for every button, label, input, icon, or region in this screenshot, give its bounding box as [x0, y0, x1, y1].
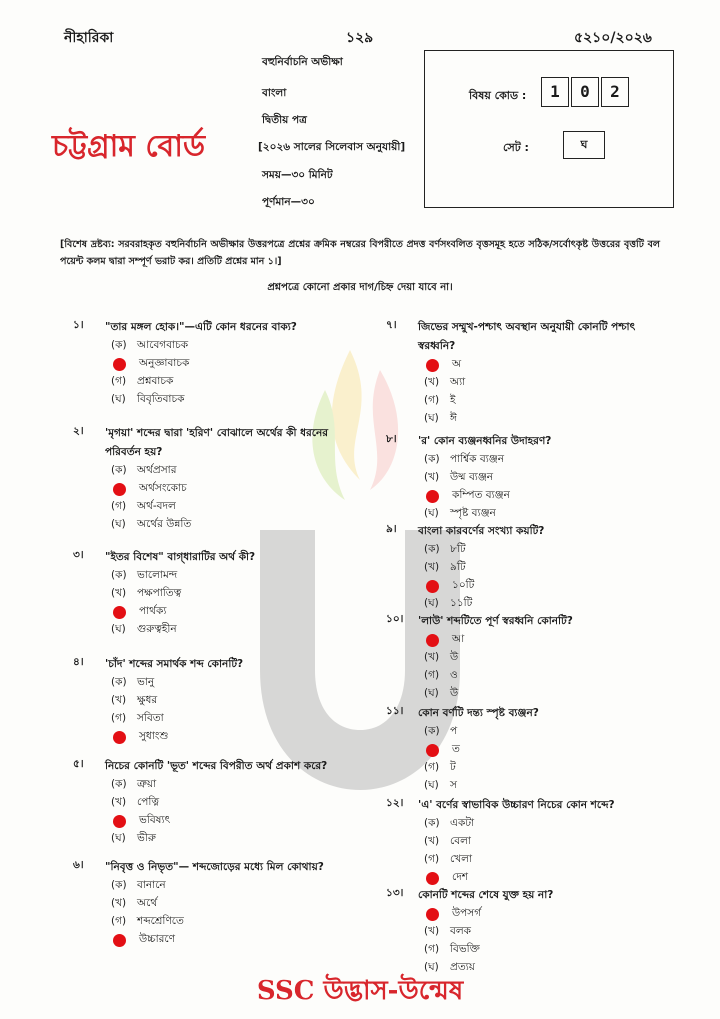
option-marker: (গ): [111, 499, 127, 512]
option-text: বেলা: [450, 834, 471, 847]
option-text: স্পৃষ্ট ব্যঞ্জন: [450, 506, 496, 519]
option-text: ট: [450, 760, 456, 773]
option-text: ভালোমন্দ: [137, 568, 178, 581]
filled-answer-dot-icon: [113, 934, 126, 947]
exam-syllabus: [২০২৬ সালের সিলেবাস অনুযায়ী]: [258, 141, 406, 153]
answer-option: [424, 851, 668, 869]
option-marker: (ঘ): [111, 831, 126, 844]
option-text: সবিতা: [137, 711, 164, 724]
answer-option: [424, 595, 668, 613]
option-marker: (খ): [424, 834, 440, 847]
question-text: "তার মঙ্গল হোক।"—এটি কোন ধরনের বাক্য?: [105, 321, 297, 333]
question-10: [386, 612, 668, 703]
option-text: অর্থপ্রসার: [137, 463, 177, 476]
option-marker: (গ): [111, 914, 127, 927]
option-marker: (ঘ): [424, 960, 439, 973]
option-text: ১০টি: [452, 578, 475, 591]
exam-paper: দ্বিতীয় পত্র: [262, 114, 307, 126]
option-text: একটা: [450, 816, 475, 829]
option-text: উপসর্গ: [452, 906, 482, 919]
answer-option: [424, 815, 668, 833]
question-9: [386, 522, 668, 613]
question-number: ৫।: [73, 758, 84, 770]
question-number: ১।: [73, 319, 84, 331]
option-text: ত্রুয়া: [137, 777, 157, 790]
question-number: ৩।: [73, 549, 84, 561]
code-digit-3: 2: [601, 77, 629, 107]
question-text: 'লাউ' শব্দটিতে পূর্ণ স্বরধ্বনি কোনটি?: [418, 615, 573, 627]
option-text: অর্থ-বদল: [137, 499, 176, 512]
option-text: বিবৃতিবাচক: [137, 392, 185, 405]
option-text: আবেগবাচক: [137, 338, 189, 351]
option-marker: (ক): [424, 542, 440, 555]
option-text: আ: [452, 632, 465, 645]
question-text: কোনটি শব্দের শেষে যুক্ত হয় না?: [418, 889, 554, 901]
option-marker: (গ): [424, 760, 440, 773]
option-text: বলক: [450, 924, 472, 937]
option-marker: (ক): [111, 338, 127, 351]
answer-option: [424, 577, 668, 595]
filled-answer-dot-icon: [113, 606, 126, 619]
option-text: ক্ষুধর: [137, 693, 158, 706]
question-text: "ইতর বিশেষ" বাগ্‌ধারাটির অর্থ কী?: [105, 551, 256, 563]
question-number: ৮।: [386, 433, 397, 445]
question-13: [386, 886, 668, 977]
option-text: অ: [452, 357, 462, 370]
answer-option: [111, 516, 355, 534]
answer-option: [424, 685, 668, 703]
option-text: বিভক্তি: [450, 942, 480, 955]
board-title: চট্টগ্রাম বোর্ড: [52, 129, 206, 164]
option-text: খেলা: [450, 852, 473, 865]
answer-option: [111, 567, 355, 585]
answer-option: [424, 505, 668, 523]
question-number: ৭।: [386, 319, 397, 331]
question-number: ১২।: [386, 797, 404, 809]
option-text: ভানু: [137, 675, 155, 688]
option-text: ই: [450, 393, 456, 406]
question-text: বাংলা কারবর্ণের সংখ্যা কয়টি?: [418, 525, 545, 537]
filled-answer-dot-icon: [426, 359, 439, 372]
warning-text: প্রশ্নপত্রে কোনো প্রকার দাগ/চিহ্ন দেয়া যাবে না।: [267, 282, 453, 293]
exam-subject: বাংলা: [262, 87, 287, 99]
answer-option: [111, 877, 355, 895]
header-left: নীহারিকা: [64, 30, 114, 46]
answer-option: [111, 621, 355, 639]
answer-option: [424, 559, 668, 577]
option-marker: (খ): [111, 795, 127, 808]
option-marker: (খ): [424, 470, 440, 483]
option-text: অর্থের উন্নতি: [137, 517, 192, 530]
question-4: [73, 655, 355, 746]
option-text: পার্থক্য: [139, 604, 167, 617]
question-6: [73, 858, 355, 949]
answer-option: [424, 541, 668, 559]
option-marker: (ক): [424, 816, 440, 829]
question-number: ৪।: [73, 656, 84, 668]
option-marker: (খ): [111, 693, 127, 706]
option-text: প: [450, 724, 458, 737]
exam-type: বহুনির্বাচনি অভীক্ষা: [262, 56, 343, 68]
option-marker: (ঘ): [111, 517, 126, 530]
option-marker: (গ): [111, 374, 127, 387]
option-text: ভবিষ্যৎ: [139, 813, 171, 826]
option-marker: (গ): [111, 711, 127, 724]
answer-option: [111, 692, 355, 710]
question-number: ১১।: [386, 705, 404, 717]
option-marker: (ক): [424, 724, 440, 737]
question-text: 'চাঁদ' শব্দের সমার্থক শব্দ কোনটি?: [105, 658, 244, 670]
answer-option: [424, 723, 668, 741]
option-marker: (গ): [424, 393, 440, 406]
answer-option: [111, 812, 355, 830]
question-number: ১০।: [386, 613, 404, 625]
question-text: "নিবৃত্ত ও নিভৃত"— শব্দজোড়ের মধ্যে মিল কোথায়?: [105, 861, 324, 873]
option-text: স: [450, 778, 457, 791]
question-3: [73, 548, 355, 639]
option-text: শব্দশ্রেণিতে: [137, 914, 184, 927]
answer-option: [111, 373, 355, 391]
question-text: কোন বর্ণটি দন্ত্য স্পৃষ্ট ব্যঞ্জন?: [418, 707, 539, 719]
option-marker: (ক): [111, 675, 127, 688]
filled-answer-dot-icon: [426, 580, 439, 593]
question-text: নিচের কোনটি 'ভূত' শব্দের বিপরীত অর্থ প্রকাশ করে?: [105, 760, 328, 772]
option-text: গুরুত্বহীন: [137, 622, 177, 635]
answer-option: [424, 741, 668, 759]
option-marker: (ঘ): [111, 622, 126, 635]
question-text: 'মৃগয়া' শব্দের দ্বারা 'হরিণ' বোঝালে অর্থের কী ধরনের পরিবর্তন হয়?: [105, 427, 329, 458]
option-text: ও: [450, 668, 458, 681]
answer-option: [111, 391, 355, 409]
option-marker: (ঘ): [111, 392, 126, 405]
option-marker: (খ): [424, 924, 440, 937]
answer-option: [424, 923, 668, 941]
question-number: ২।: [73, 425, 84, 437]
answer-option: [111, 337, 355, 355]
answer-option: [111, 585, 355, 603]
option-marker: (ঘ): [424, 506, 439, 519]
option-marker: (খ): [111, 586, 127, 599]
filled-answer-dot-icon: [113, 358, 126, 371]
answer-option: [111, 913, 355, 931]
option-text: বানানে: [137, 878, 166, 891]
option-text: কম্পিত ব্যঞ্জন: [452, 488, 510, 501]
option-marker: (খ): [111, 896, 127, 909]
filled-answer-dot-icon: [113, 815, 126, 828]
header-page-number: ১২৯: [346, 30, 374, 46]
option-text: পক্ষপাতিত্ব: [137, 586, 182, 599]
answer-option: [424, 356, 668, 374]
question-7: [386, 318, 668, 428]
option-marker: (খ): [424, 375, 440, 388]
option-text: ৮টি: [450, 542, 466, 555]
footer-brand: SSC উদ্ভাস-উন্মেষ: [256, 976, 464, 1006]
question-11: [386, 704, 668, 795]
option-text: ঈ: [450, 411, 457, 424]
answer-option: [424, 869, 668, 887]
filled-answer-dot-icon: [426, 872, 439, 885]
answer-option: [424, 631, 668, 649]
option-text: উচ্চারণে: [139, 932, 175, 945]
option-marker: (ঘ): [424, 411, 439, 424]
option-text: ভীরু: [137, 831, 156, 844]
option-marker: (ক): [111, 463, 127, 476]
subject-code-label: বিষয় কোড :: [469, 89, 527, 102]
option-marker: (ক): [424, 452, 440, 465]
question-number: ৯।: [386, 523, 397, 535]
question-text: জিভের সম্মুখ-পশ্চাৎ অবস্থান অনুযায়ী কোনটি পশ্চাৎ স্বরধ্বনি?: [418, 321, 636, 352]
instruction-text: [বিশেষ দ্রষ্টব্য: সরবরাহকৃত বহুনির্বাচনি অভীক্ষার উত্তরপত্রে প্রশ্নের ক্রমিক নম্বরের বিপরীতে প্রদত্ত বর্ণসংবলিত বৃত্তসমূহ হতে সঠিক/সর্বোৎকৃষ্ট উত্তরের বৃত্তটি বল পয়েন্ট কলম দ্বারা সম্পূর্ণ ভরাট কর। প্রতিটি প্রশ্নের মান ১।]: [60, 239, 660, 267]
answer-option: [424, 833, 668, 851]
answer-option: [111, 728, 355, 746]
filled-answer-dot-icon: [113, 483, 126, 496]
info-box: [424, 50, 674, 208]
answer-option: [111, 674, 355, 692]
filled-answer-dot-icon: [113, 731, 126, 744]
option-text: ১১টি: [450, 596, 473, 609]
answer-option: [111, 480, 355, 498]
option-text: উ: [450, 650, 459, 663]
option-text: প্রত্যয়: [450, 960, 475, 973]
option-text: অ্যা: [450, 375, 466, 388]
answer-option: [111, 603, 355, 621]
answer-option: [424, 649, 668, 667]
filled-answer-dot-icon: [426, 634, 439, 647]
option-text: অর্থে: [137, 896, 158, 909]
option-text: অনুজ্ঞাবাচক: [139, 356, 190, 369]
option-text: অর্থসংকোচ: [139, 481, 187, 494]
answer-option: [424, 487, 668, 505]
option-text: দেশ: [452, 870, 468, 883]
option-marker: (খ): [424, 650, 440, 663]
answer-option: [424, 905, 668, 923]
answer-option: [424, 451, 668, 469]
question-5: [73, 757, 355, 848]
option-marker: (ঘ): [424, 596, 439, 609]
option-text: পার্শ্বিক ব্যঞ্জন: [450, 452, 504, 465]
question-12: [386, 796, 668, 887]
option-text: ৯টি: [450, 560, 466, 573]
answer-option: [424, 410, 668, 428]
answer-option: [111, 355, 355, 373]
question-number: ৬।: [73, 859, 84, 871]
code-digit-1: 1: [541, 77, 569, 107]
option-marker: (খ): [424, 560, 440, 573]
answer-option: [111, 794, 355, 812]
code-digit-2: 0: [571, 77, 599, 107]
answer-option: [424, 777, 668, 795]
option-text: পেত্নি: [137, 795, 160, 808]
option-text: ত: [452, 742, 460, 755]
exam-marks: পূর্ণমান—৩০: [262, 196, 315, 208]
answer-option: [111, 931, 355, 949]
filled-answer-dot-icon: [426, 490, 439, 503]
exam-time: সময়—৩০ মিনিট: [262, 169, 333, 181]
answer-option: [424, 941, 668, 959]
option-marker: (গ): [424, 852, 440, 865]
option-marker: (ঘ): [424, 778, 439, 791]
option-marker: (ক): [111, 568, 127, 581]
question-1: [73, 318, 355, 409]
answer-option: [111, 498, 355, 516]
set-value: ঘ: [563, 131, 605, 159]
answer-option: [424, 374, 668, 392]
option-text: উ: [450, 686, 459, 699]
option-marker: (গ): [424, 668, 440, 681]
question-text: 'র' কোন ব্যঞ্জনধ্বনির উদাহরণ?: [418, 435, 552, 447]
answer-option: [424, 392, 668, 410]
filled-answer-dot-icon: [426, 908, 439, 921]
question-text: 'এ' বর্ণের স্বাভাবিক উচ্চারণ নিচের কোন শব্দে?: [418, 799, 615, 811]
option-marker: (ক): [111, 777, 127, 790]
answer-option: [111, 462, 355, 480]
answer-option: [424, 469, 668, 487]
option-marker: (গ): [424, 942, 440, 955]
answer-option: [111, 895, 355, 913]
option-marker: (ঘ): [424, 686, 439, 699]
answer-option: [111, 710, 355, 728]
question-8: [386, 432, 668, 523]
question-number: ১৩।: [386, 887, 404, 899]
option-marker: (ক): [111, 878, 127, 891]
answer-option: [424, 759, 668, 777]
option-text: সুধাংশু: [139, 729, 169, 742]
set-label: সেট :: [503, 141, 529, 154]
answer-option: [424, 667, 668, 685]
option-text: উষ্ম ব্যঞ্জন: [450, 470, 494, 483]
filled-answer-dot-icon: [426, 744, 439, 757]
question-2: [73, 424, 355, 534]
option-text: প্রশ্নবাচক: [137, 374, 174, 387]
header-right: ৫২১০/২০২৬: [574, 30, 652, 46]
answer-option: [111, 776, 355, 794]
answer-option: [111, 830, 355, 848]
